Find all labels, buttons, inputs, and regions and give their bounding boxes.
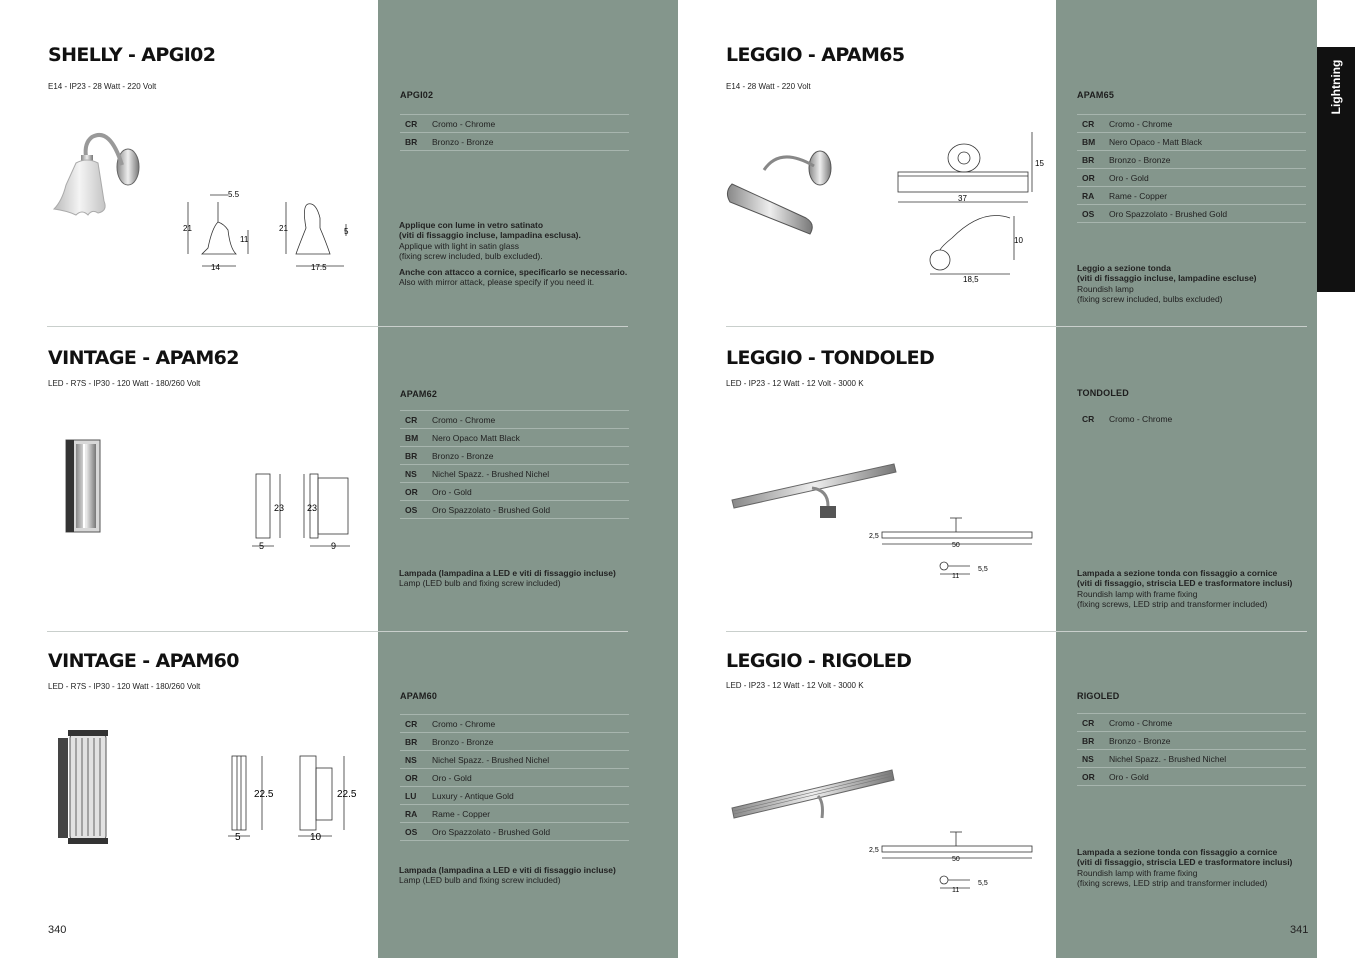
product-photo [62, 438, 107, 534]
finish-name: Nero Opaco Matt Black [432, 429, 629, 447]
product-description [399, 568, 649, 589]
dim-label: 22.5 [337, 789, 357, 800]
finish-table [400, 114, 629, 151]
product-code: APAM65 [1077, 90, 1115, 100]
dim-label: 5 [235, 832, 241, 843]
finish-name: Bronzo - Bronze [432, 733, 629, 751]
finish-code: BR [400, 133, 432, 151]
dim-label: 11 [240, 235, 249, 244]
desc-en: Lamp (LED bulb and fixing screw included) [399, 875, 561, 886]
dim-label: 23 [307, 503, 318, 513]
finish-name: Oro Spazzolato - Brushed Gold [432, 501, 629, 519]
page-number-left: 340 [48, 924, 67, 936]
finish-name: Oro - Gold [432, 769, 629, 787]
finish-code: OR [400, 483, 432, 501]
finish-row [400, 447, 629, 465]
desc-it: (viti di fissaggio, striscia LED e trasformatore inclusi) [1077, 578, 1293, 589]
finish-code: CR [1077, 714, 1109, 732]
finish-code: OR [1077, 768, 1109, 786]
dim-label: 5,5 [978, 880, 988, 887]
dim-label: 21 [279, 224, 288, 233]
desc-en: (fixing screw included, bulbs excluded) [1077, 293, 1223, 304]
finish-row [400, 751, 629, 769]
desc-it: (viti di fissaggio incluse, lampadina esclusa). [399, 230, 581, 241]
finish-row [400, 483, 629, 501]
product-photo [726, 146, 838, 240]
finish-row [1077, 768, 1306, 786]
dim-label: 17.5 [311, 263, 327, 272]
finish-name: Bronzo - Bronze [1109, 732, 1306, 750]
finish-row [400, 501, 629, 519]
dim-label: 10 [310, 832, 322, 843]
finish-name: Luxury - Antique Gold [432, 787, 629, 805]
finish-name: Oro Spazzolato - Brushed Gold [432, 823, 629, 841]
finish-table [400, 714, 629, 841]
finish-row [400, 715, 629, 733]
finish-name: Nichel Spazz. - Brushed Nichel [432, 465, 629, 483]
dim-label: 5,5 [978, 566, 988, 573]
product-title: VINTAGE - APAM60 [48, 650, 239, 672]
desc-en: Also with mirror attack, please specify if you need it. [399, 277, 595, 288]
finish-row [400, 733, 629, 751]
separator [726, 326, 1307, 327]
product-specs: E14 - 28 Watt - 220 Volt [726, 82, 811, 91]
finish-code: RA [1077, 187, 1109, 205]
product-photo [728, 766, 900, 826]
desc-en: Roundish lamp with frame fixing [1077, 867, 1198, 878]
desc-it: Lampada (lampadina a LED e viti di fissaggio incluse) [399, 568, 616, 578]
finish-name: Rame - Copper [1109, 187, 1306, 205]
dim-label: 21 [183, 224, 192, 233]
finish-row [400, 769, 629, 787]
finish-code: NS [400, 751, 432, 769]
finish-name: Nichel Spazz. - Brushed Nichel [1109, 750, 1306, 768]
desc-it: Anche con attacco a cornice, specificarlo se necessario. [399, 267, 628, 278]
desc-en: Roundish lamp [1077, 283, 1134, 294]
dim-label: 2,5 [869, 533, 879, 540]
desc-en: (fixing screw included, bulb excluded). [399, 250, 543, 261]
finish-row [400, 115, 629, 133]
dim-label: 18,5 [963, 275, 979, 284]
finish-row [400, 823, 629, 841]
finish-code: NS [400, 465, 432, 483]
dimension-drawing [866, 514, 1038, 584]
finish-code: BM [1077, 133, 1109, 151]
product-specs: LED - IP23 - 12 Watt - 12 Volt - 3000 K [726, 681, 864, 690]
finish-code: OS [400, 823, 432, 841]
finish-row [1077, 410, 1306, 427]
product-code: TONDOLED [1077, 388, 1129, 398]
product-title: LEGGIO - TONDOLED [726, 347, 935, 369]
dim-label: 15 [1035, 159, 1044, 168]
finish-name: Bronzo - Bronze [432, 447, 629, 465]
finish-code: BR [1077, 151, 1109, 169]
finish-code: CR [400, 411, 432, 429]
finish-row [1077, 169, 1306, 187]
finish-table [1077, 713, 1306, 786]
dim-label: 23 [274, 503, 285, 513]
finish-name: Cromo - Chrome [432, 411, 629, 429]
product-specs: LED - R7S - IP30 - 120 Watt - 180/260 Volt [48, 682, 201, 691]
dim-label: 11 [952, 887, 960, 894]
dimension-drawing [180, 188, 350, 278]
desc-en: (fixing screws, LED strip and transformer included) [1077, 877, 1268, 888]
finish-row [400, 805, 629, 823]
finish-row [400, 787, 629, 805]
product-title: LEGGIO - APAM65 [726, 44, 905, 66]
product-description [399, 220, 649, 288]
dim-label: 11 [952, 573, 960, 580]
desc-en: Roundish lamp with frame fixing [1077, 588, 1198, 599]
finish-code: OS [400, 501, 432, 519]
finish-name: Cromo - Chrome [1109, 413, 1173, 424]
finish-code: CR [1082, 413, 1095, 424]
finish-code: BR [1077, 732, 1109, 750]
desc-it: Lampada a sezione tonda con fissaggio a cornice [1077, 568, 1278, 578]
desc-en: Applique with light in satin glass [399, 240, 520, 251]
dim-label: 5.5 [228, 190, 240, 199]
product-code: APGI02 [400, 90, 434, 100]
desc-en: (fixing screws, LED strip and transformer included) [1077, 598, 1268, 609]
finish-code: OR [1077, 169, 1109, 187]
finish-code: RA [400, 805, 432, 823]
desc-it: Lampada (lampadina a LED e viti di fissaggio incluse) [399, 865, 616, 875]
finish-table [1077, 114, 1306, 223]
dim-label: 22.5 [254, 789, 274, 800]
finish-name: Cromo - Chrome [432, 115, 629, 133]
finish-code: CR [1077, 115, 1109, 133]
desc-it: (viti di fissaggio incluse, lampadine escluse) [1077, 273, 1257, 284]
finish-row [1077, 115, 1306, 133]
dim-label: 14 [211, 263, 220, 272]
finish-name: Cromo - Chrome [432, 715, 629, 733]
product-description [1077, 568, 1307, 609]
finish-name: Nichel Spazz. - Brushed Nichel [432, 751, 629, 769]
separator [47, 326, 628, 327]
dim-label: 2,5 [869, 847, 879, 854]
finish-row [400, 411, 629, 429]
desc-it: Leggio a sezione tonda [1077, 263, 1171, 273]
product-title: LEGGIO - RIGOLED [726, 650, 912, 672]
product-specs: LED - R7S - IP30 - 120 Watt - 180/260 Volt [48, 379, 201, 388]
product-code: APAM62 [400, 389, 438, 399]
product-description [1077, 263, 1307, 304]
dim-label: 37 [958, 194, 967, 203]
desc-it: (viti di fissaggio, striscia LED e trasformatore inclusi) [1077, 857, 1293, 868]
product-photo [50, 125, 150, 225]
finish-row [1077, 732, 1306, 750]
finish-code: OS [1077, 205, 1109, 223]
product-photo [56, 728, 112, 848]
product-description [399, 865, 649, 886]
dimension-drawing [892, 128, 1052, 288]
finish-row [400, 429, 629, 447]
finish-name: Oro - Gold [1109, 169, 1306, 187]
finish-row [1077, 205, 1306, 223]
finish-row [400, 133, 629, 151]
dim-label: 9 [331, 541, 337, 551]
page-number-right: 341 [1290, 924, 1309, 936]
dim-label: 50 [952, 856, 960, 863]
finish-code: CR [400, 715, 432, 733]
product-title: SHELLY - APGI02 [48, 44, 216, 66]
product-photo [728, 456, 900, 522]
product-code: APAM60 [400, 691, 438, 701]
section-tab-label: Lightning [1329, 59, 1343, 115]
product-code: RIGOLED [1077, 691, 1120, 701]
separator [726, 631, 1307, 632]
finish-name: Bronzo - Bronze [432, 133, 629, 151]
dim-label: 5 [344, 227, 349, 236]
dimension-drawing [246, 468, 366, 554]
finish-row [1077, 151, 1306, 169]
dimension-drawing [866, 828, 1038, 898]
desc-it: Lampada a sezione tonda con fissaggio a cornice [1077, 847, 1278, 857]
finish-code: NS [1077, 750, 1109, 768]
product-specs: LED - IP23 - 12 Watt - 12 Volt - 3000 K [726, 379, 864, 388]
separator [47, 631, 628, 632]
finish-name: Oro Spazzolato - Brushed Gold [1109, 205, 1306, 223]
dimension-drawing [222, 752, 362, 848]
product-specs: E14 - IP23 - 28 Watt - 220 Volt [48, 82, 157, 91]
finish-table [400, 410, 629, 519]
finish-row [400, 465, 629, 483]
finish-name: Nero Opaco - Matt Black [1109, 133, 1306, 151]
finish-name: Bronzo - Bronze [1109, 151, 1306, 169]
finish-name: Rame - Copper [432, 805, 629, 823]
product-title: VINTAGE - APAM62 [48, 347, 239, 369]
finish-code: OR [400, 769, 432, 787]
dim-label: 5 [259, 541, 265, 551]
finish-row [1077, 187, 1306, 205]
desc-it: Applique con lume in vetro satinato [399, 220, 544, 230]
finish-row [1077, 133, 1306, 151]
finish-name: Cromo - Chrome [1109, 115, 1306, 133]
finish-code: BR [400, 733, 432, 751]
product-description [1077, 847, 1307, 888]
finish-row [1077, 750, 1306, 768]
finish-code: BM [400, 429, 432, 447]
dim-label: 10 [1014, 236, 1023, 245]
finish-name: Cromo - Chrome [1109, 714, 1306, 732]
finish-table [1077, 410, 1306, 427]
finish-code: LU [400, 787, 432, 805]
finish-code: BR [400, 447, 432, 465]
finish-code: CR [400, 115, 432, 133]
finish-name: Oro - Gold [432, 483, 629, 501]
dim-label: 50 [952, 542, 960, 549]
finish-row [1077, 714, 1306, 732]
desc-en: Lamp (LED bulb and fixing screw included) [399, 578, 561, 589]
finish-name: Oro - Gold [1109, 768, 1306, 786]
